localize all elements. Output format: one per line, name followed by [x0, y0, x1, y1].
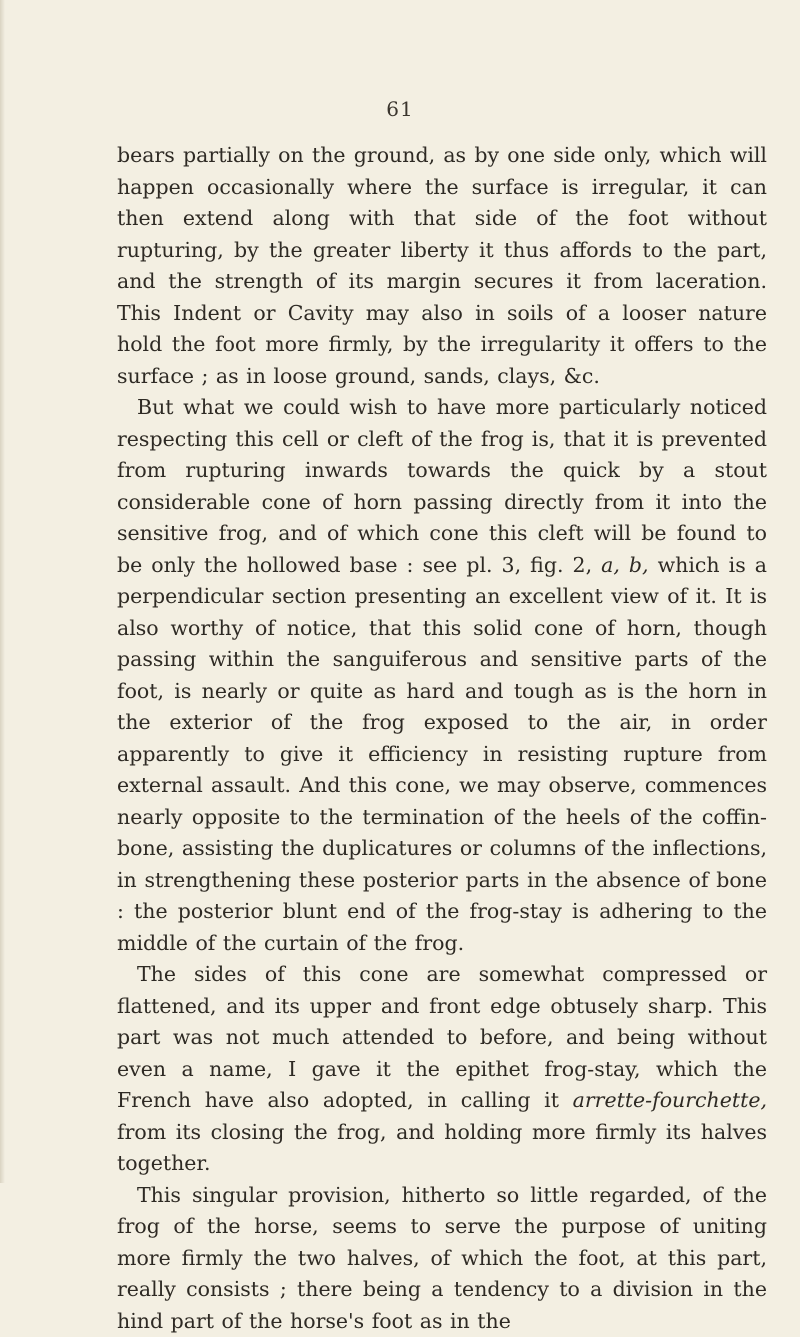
paragraph-2 — [117, 392, 767, 959]
paragraph-2-text-after: which is a perpendicular section presenting an excellent view of it. It is also worthy of notice, that this solid cone of horn, though passing within the sanguiferous and sensitive parts of the foot, is nearly or quite as hard and tough as is the horn in the exterior of the frog exposed to the air, in order apparently to give it efficiency in resisting rupture from external assault. And this cone, we may observe, commences nearly opposite to the termination of the heels of the coffin-bone, assisting the duplicatures or columns of the inflections, in strengthening these posterior parts in the absence of bone : the posterior blunt end of the frog-stay is adhering to the middle of the curtain of the frog. — [117, 553, 767, 955]
page-number: 61 — [0, 97, 800, 121]
paragraph-3 — [117, 959, 767, 1180]
paragraph-3-french-term: arrette-fourchette, — [573, 1088, 767, 1112]
body-text — [117, 140, 767, 1337]
page-edge — [0, 0, 5, 1183]
paragraph-2-text-before: But what we could wish to have more particularly noticed respecting this cell or cleft of the frog is, that it is prevented from rupturing inwards towards the quick by a stout considerable cone of horn passing directly from it into the sensitive frog, and of which cone this cleft will be found to be only the hollowed base : see pl. 3, fig. 2, — [117, 395, 767, 577]
paragraph-4: This singular provision, hitherto so little regarded, of the frog of the horse, seems to serve the purpose of uniting more firmly the two halves, of which the foot, at this part, really consists ; there being a tendency to a division in the hind part of the horse's foot as in the — [117, 1180, 767, 1337]
paragraph-3-text-before: The sides of this cone are somewhat compressed or flattened, and its upper and front edge obtusely sharp. This part was not much attended to before, and being without even a name, I gave it the epithet frog-stay, which the French have also adopted, in calling it — [117, 962, 767, 1112]
paragraph-3-text-after: from its closing the frog, and holding more firmly its halves together. — [117, 1120, 767, 1176]
paragraph-2-figure-ref: a, b, — [601, 553, 648, 577]
paragraph-1: bears partially on the ground, as by one side only, which will happen occasionally where the surface is irregular, it can then extend along with that side of the foot without rupturing, by the greater liberty it thus affords to the part, and the strength of its margin secures it from laceration. This Indent or Cavity may also in soils of a looser nature hold the foot more firmly, by the irregularity it offers to the surface ; as in loose ground, sands, clays, &c. — [117, 140, 767, 392]
